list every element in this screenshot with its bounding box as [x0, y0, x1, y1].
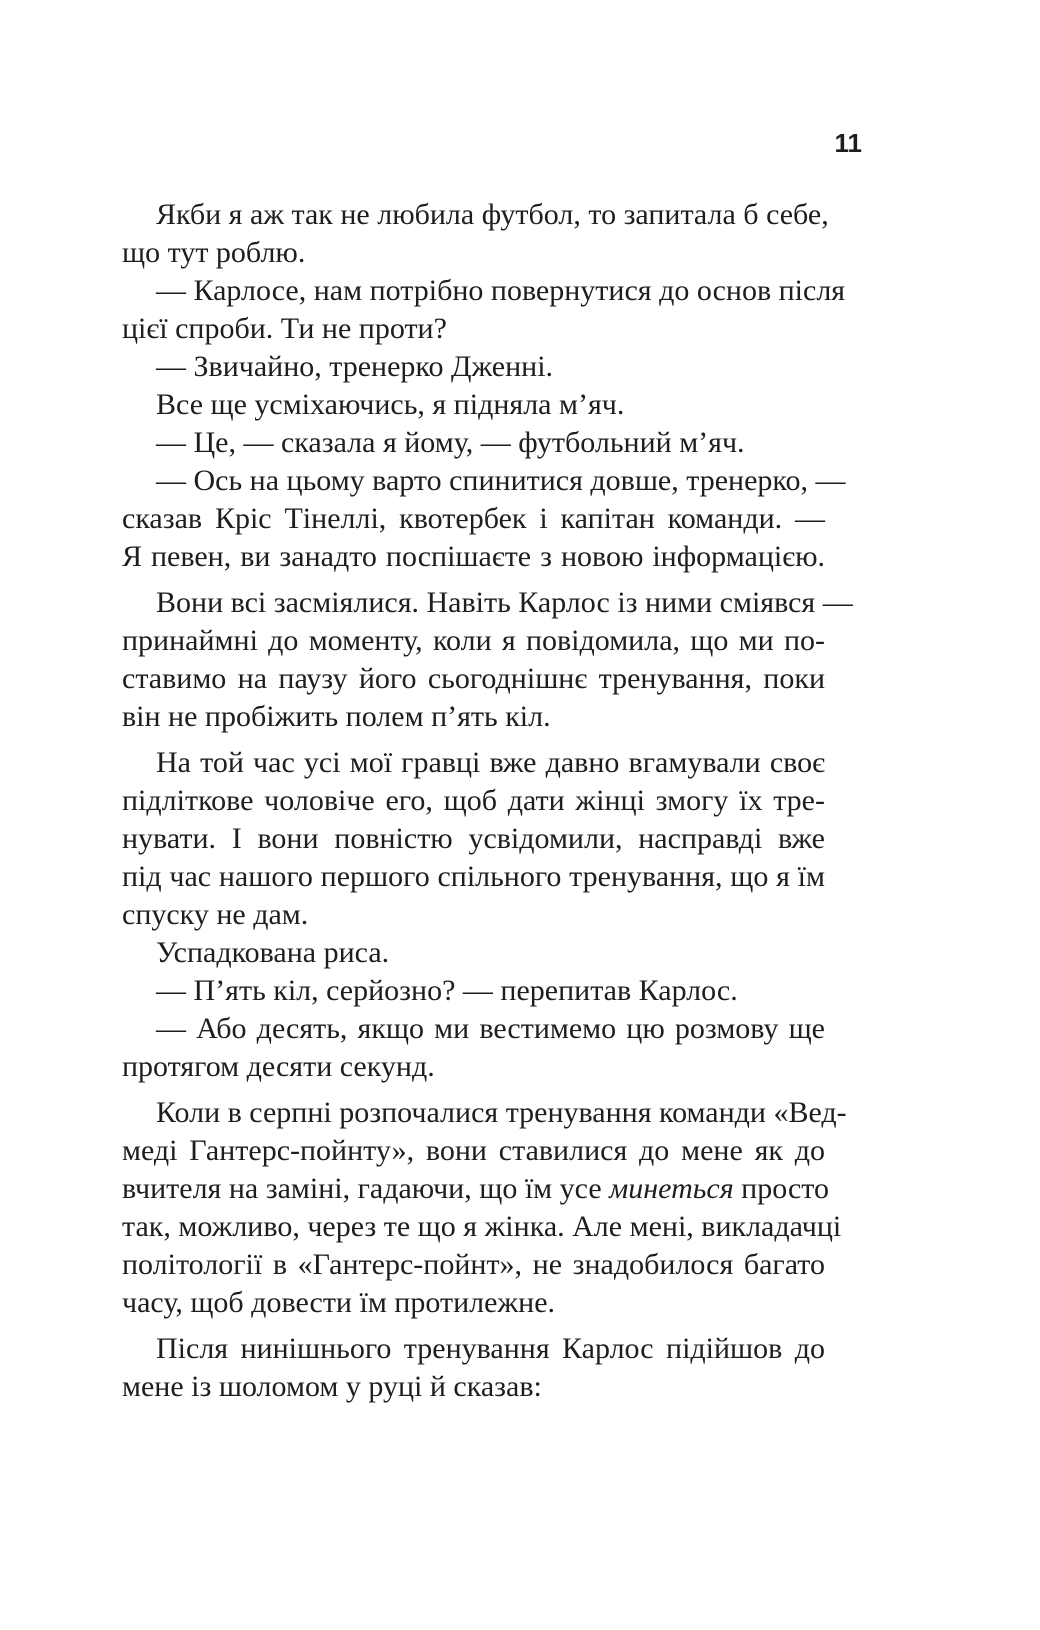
- text-line: спуску не дам.: [122, 898, 309, 931]
- italic-word: минеться: [609, 1172, 734, 1205]
- text-line: ставимо на паузу його сьогоднішнє тренування, поки: [122, 662, 825, 695]
- text-line: сказав Кріс Тінеллі, квотербек і капітан команди. —: [122, 502, 825, 535]
- text-line: цієї спроби. Ти не проти?: [122, 312, 447, 345]
- text-line: принаймні до моменту, коли я повідомила, що ми по-: [122, 624, 825, 657]
- text-line: — Ось на цьому варто спинитися довше, тренерко, —: [156, 464, 846, 497]
- text-line: політології в «Гантерс-пойнт», не знадобилося багато: [122, 1248, 825, 1281]
- text-line: — П’ять кіл, серйозно? — перепитав Карлос.: [156, 974, 738, 1007]
- text-line: меді Гантерс-пойнту», вони ставилися до мене як до: [122, 1134, 825, 1167]
- text-line: що тут роблю.: [122, 236, 306, 269]
- text-line: протягом десяти секунд.: [122, 1050, 435, 1083]
- text-segment: просто: [733, 1172, 830, 1205]
- body-text: [122, 196, 853, 1406]
- text-line: Все ще усміхаючись, я підняла м’яч.: [156, 388, 625, 421]
- page-number: 11: [834, 128, 862, 158]
- text-line: Я певен, ви занадто поспішаєте з новою інформацією.: [122, 540, 825, 573]
- text-line: Коли в серпні розпочалися тренування команди «Вед-: [156, 1096, 847, 1129]
- text-line: під час нашого першого спільного тренування, що я їм: [122, 860, 825, 893]
- text-line: Після нинішнього тренування Карлос підійшов до: [156, 1332, 825, 1365]
- text-line: — Це, — сказала я йому, — футбольний м’яч.: [156, 426, 745, 459]
- text-line: мене із шоломом у руці й сказав:: [122, 1370, 542, 1403]
- text-line: — Або десять, якщо ми вестимемо цю розмову ще: [156, 1012, 825, 1045]
- text-line: На той час усі мої гравці вже давно вгамували своє: [156, 746, 825, 779]
- text-line: Вони всі засміялися. Навіть Карлос із ними сміявся —: [156, 586, 853, 619]
- text-line: він не пробіжить полем п’ять кіл.: [122, 700, 551, 733]
- text-line: — Карлосе, нам потрібно повернутися до основ після: [156, 274, 846, 307]
- text-line: так, можливо, через те що я жінка. Але мені, викладачці: [122, 1210, 842, 1243]
- text-line: — Звичайно, тренерко Дженні.: [156, 350, 554, 383]
- text-line: нувати. І вони повністю усвідомили, насправді вже: [122, 822, 825, 855]
- text-line: [122, 1170, 830, 1208]
- text-line: Якби я аж так не любила футбол, то запитала б себе,: [156, 198, 829, 231]
- text-line: часу, щоб довести їм протилежне.: [122, 1286, 556, 1319]
- text-line: Успадкована риса.: [156, 936, 390, 969]
- text-line: підліткове чоловіче его, щоб дати жінці змогу їх тре-: [122, 784, 825, 817]
- text-segment: вчителя на заміні, гадаючи, що їм усе: [122, 1172, 610, 1205]
